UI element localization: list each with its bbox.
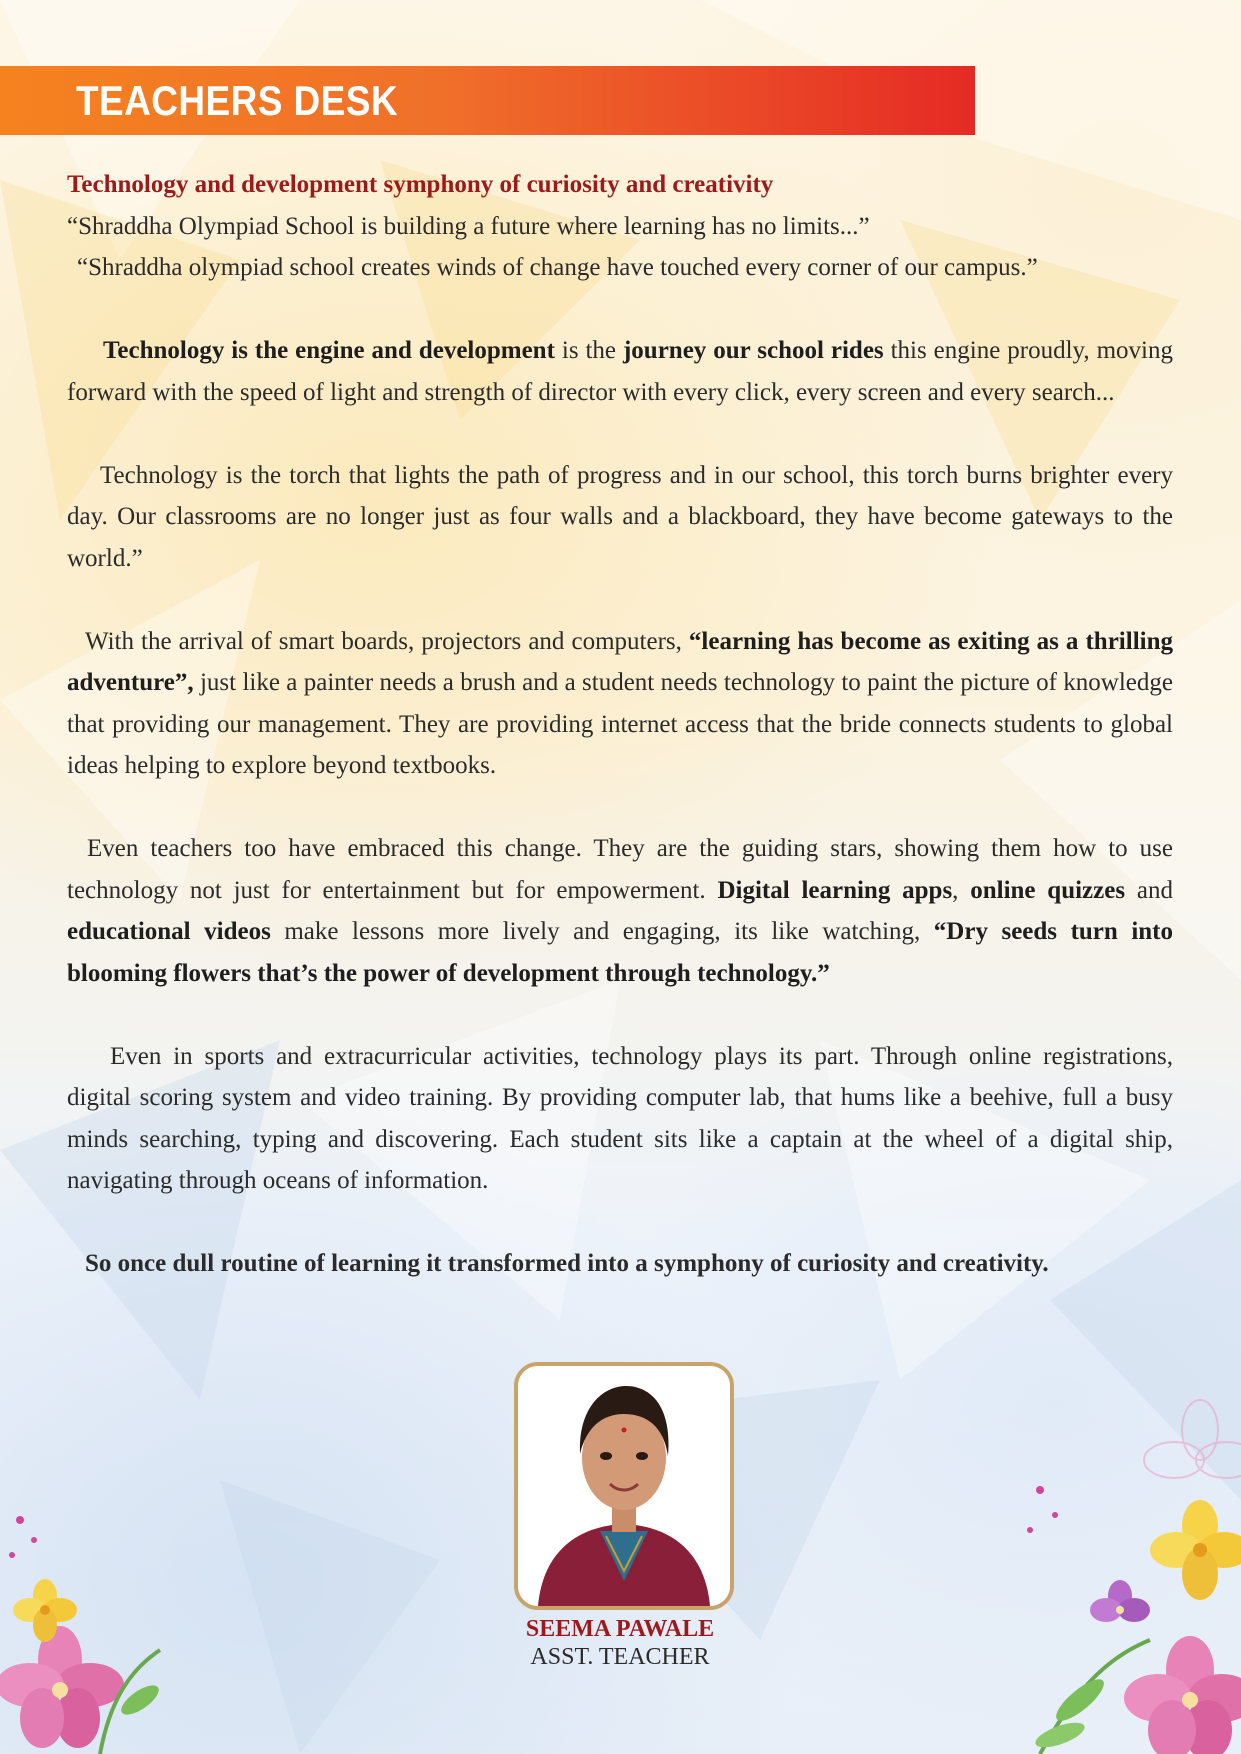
- p1-text-1: is the: [554, 337, 623, 364]
- p4-bold-3: educational videos: [67, 918, 271, 945]
- p4-bold-4: “Dry seeds turn into blooming flowers that’s the power of development through technology.”: [67, 918, 1173, 987]
- quote-line-2: “Shraddha olympiad school creates winds of change have touched every corner of our campus.”: [77, 254, 1038, 281]
- author-role: ASST. TEACHER: [530, 1644, 710, 1670]
- banner-title: TEACHERS DESK: [76, 77, 398, 124]
- p4-text-4: make lessons more lively and engaging, its like watching,: [270, 918, 934, 945]
- article-heading: Technology and development symphony of curiosity and creativity: [67, 171, 774, 198]
- p4-bold-2: online quizzes: [970, 876, 1126, 904]
- teacher-photo: [514, 1362, 734, 1610]
- p4-bold-1: Digital learning apps: [717, 876, 953, 904]
- p4-text-1: Even teachers too have embraced this change. They are the guiding stars, showing them how to use technology not just for entertainment but for empowerment.: [67, 835, 1173, 904]
- header-banner: [0, 66, 975, 135]
- p3-bold-1: “learning has become as exiting as a thrilling adventure”,: [67, 627, 1173, 696]
- paragraph-2: Technology is the torch that lights the path of progress and in our school, this torch burns brighter every day. Our classrooms are no longer just as four walls and a blackboard, they have become gateways to the world.”: [67, 461, 1173, 572]
- quote-line-1: “Shraddha Olympiad School is building a future where learning has no limits...”: [67, 212, 870, 240]
- article-body: [67, 164, 1173, 1285]
- p3-text-2: just like a painter needs a brush and a student needs technology to paint the picture of knowledge that providing our management. They are providing internet access that the bride connects students to global ideas helping to explore beyond textbooks.: [67, 669, 1173, 779]
- p1-bold-2: journey our school rides: [622, 337, 884, 364]
- paragraph-1: [67, 330, 1173, 413]
- p3-text-1: With the arrival of smart boards, projectors and computers,: [85, 627, 689, 655]
- portrait-illustration: [518, 1366, 730, 1606]
- p1-text-2: this engine proudly, moving forward with the speed of light and strength of director with every click, every screen and every search...: [67, 337, 1173, 406]
- p4-text-3: and: [1125, 876, 1173, 904]
- author-name: SEEMA PAWALE: [525, 1616, 715, 1642]
- paragraph-5: Even in sports and extracurricular activities, technology plays its part. Through online registrations, digital scoring system and video training. By providing computer lab, that hums like a beehive, full a busy minds searching, typing and discovering. Each student sits like a captain at the wheel of a digital ship, navigating through oceans of information.: [67, 1042, 1173, 1194]
- paragraph-4: [67, 828, 1173, 994]
- flower-decoration-right: [1000, 1340, 1241, 1754]
- closing-line: So once dull routine of learning it transformed into a symphony of curiosity and creativity.: [85, 1250, 1049, 1277]
- paragraph-3: [67, 621, 1173, 787]
- p1-bold-1: Technology is the engine and development: [103, 337, 555, 364]
- flower-decoration-left: [0, 1500, 260, 1754]
- p4-text-2: ,: [952, 876, 971, 904]
